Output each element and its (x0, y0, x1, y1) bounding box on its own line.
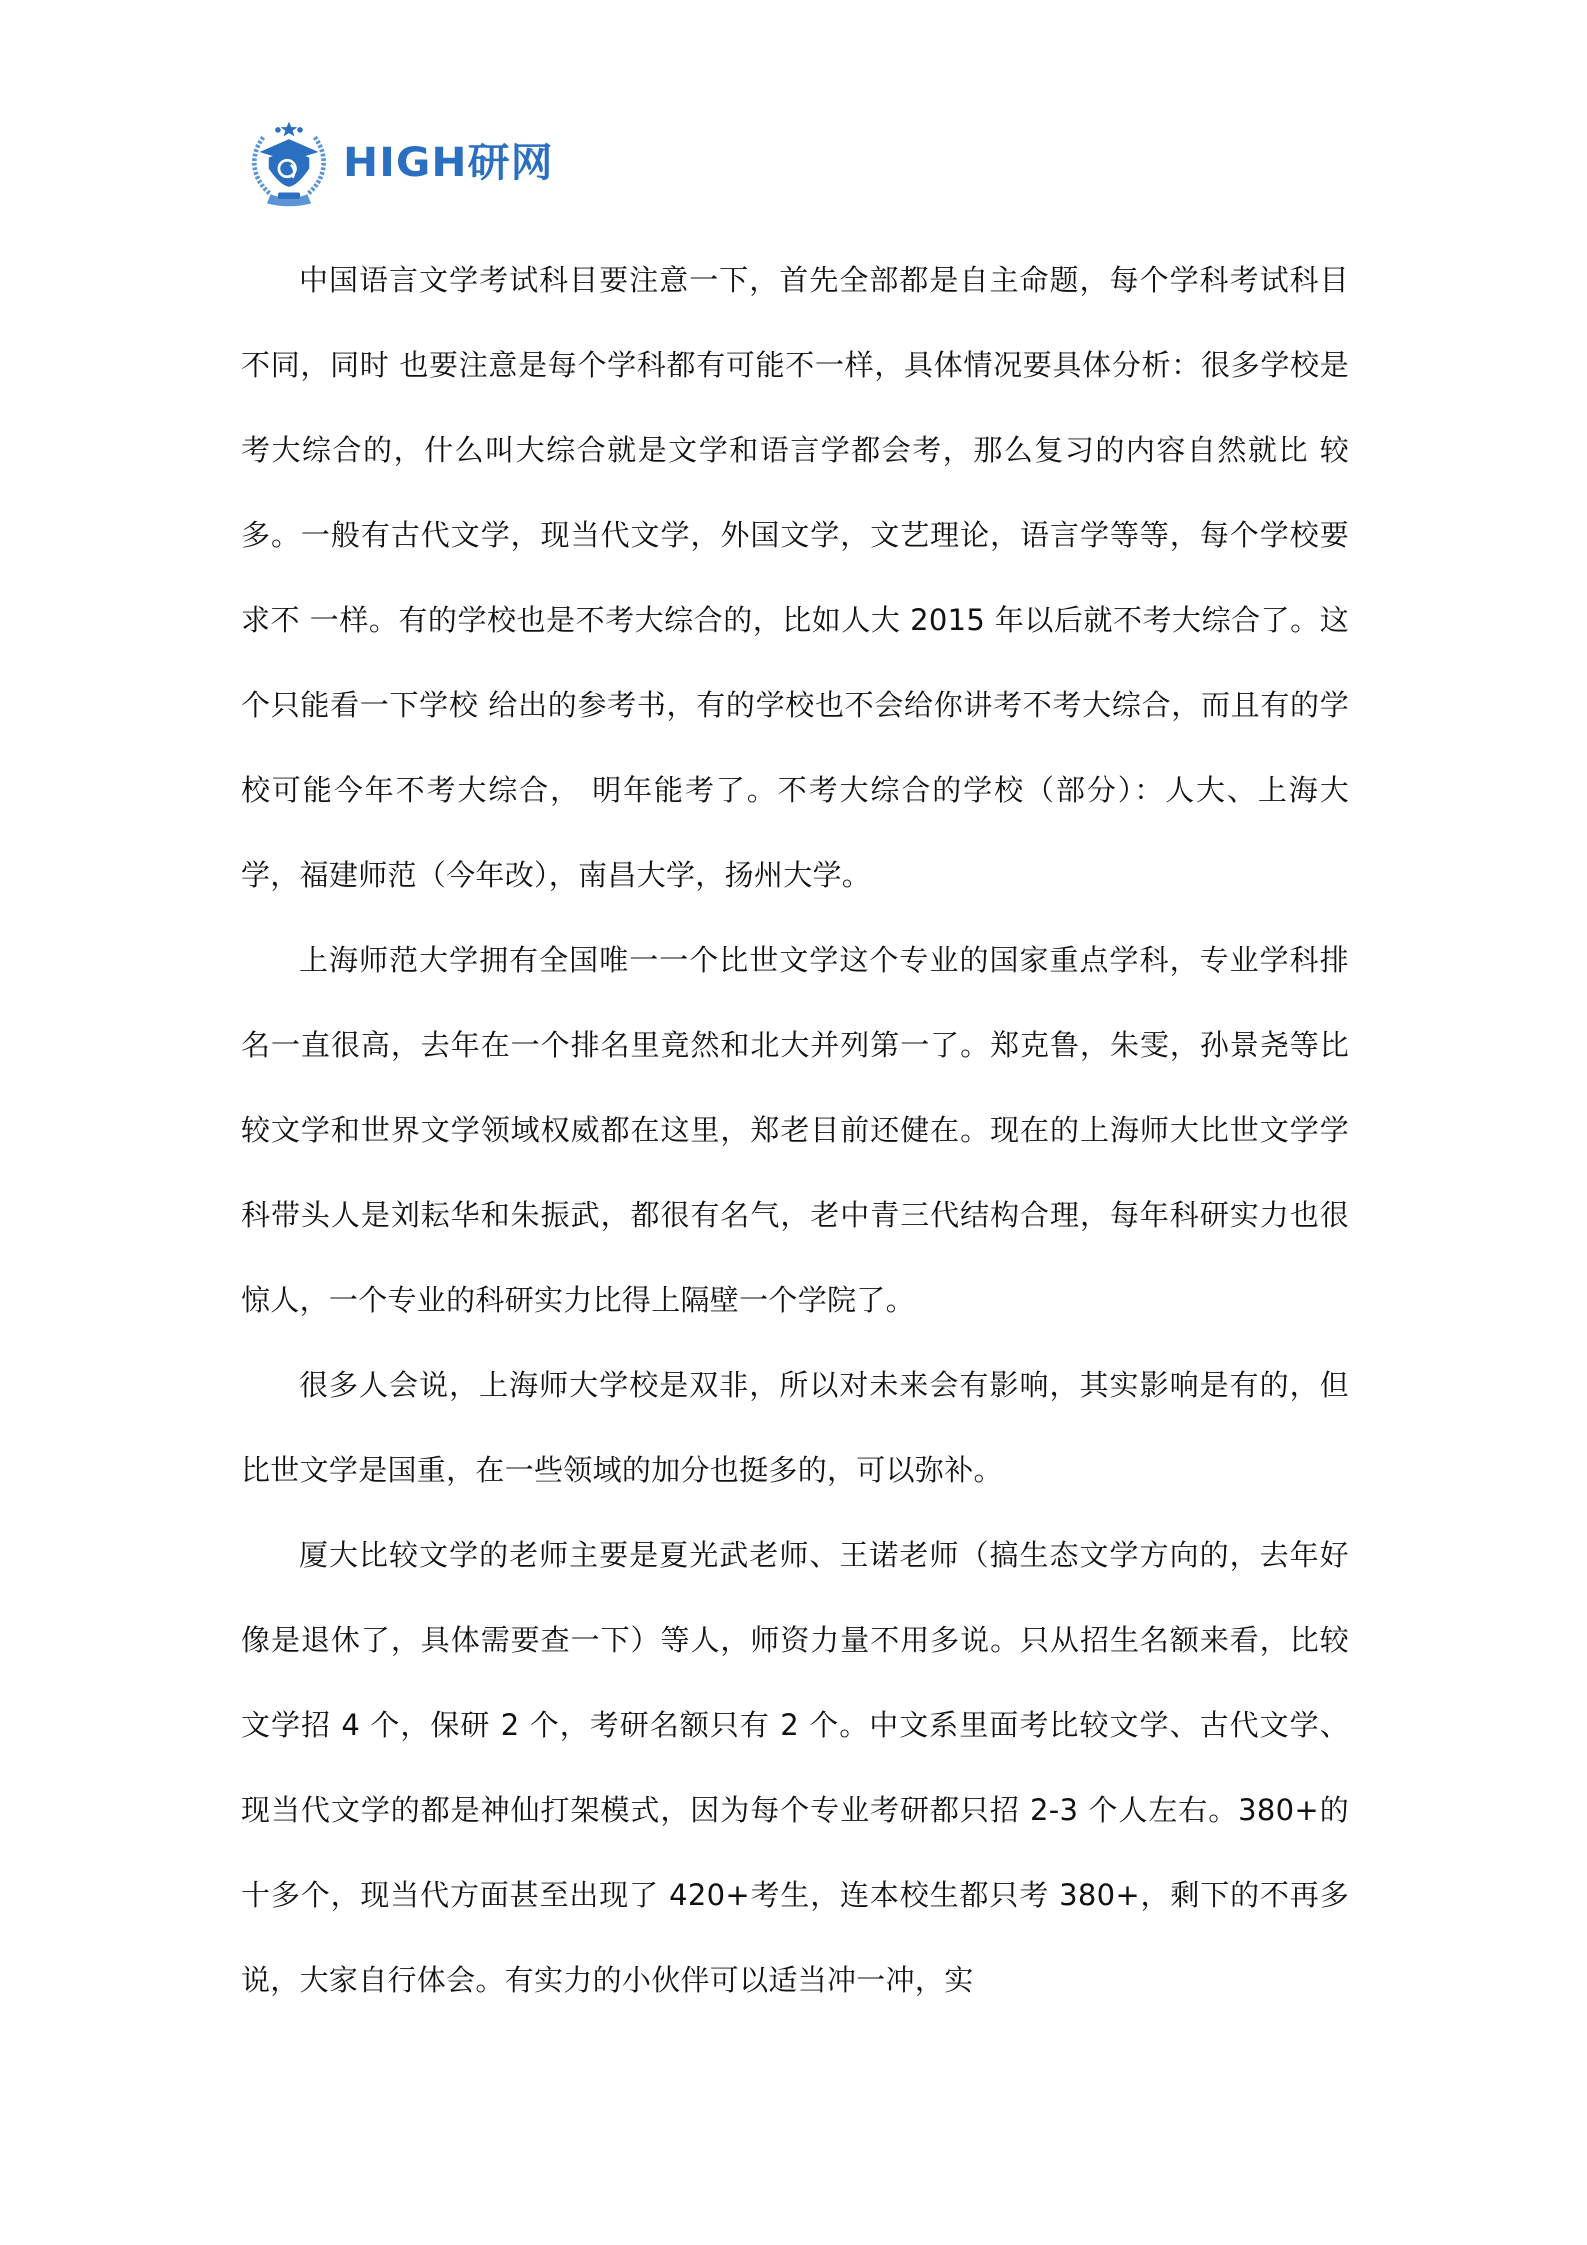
paragraph-double-non: 很多人会说，上海师大学校是双非，所以对未来会有影响，其实影响是有的，但比世文学是国重，在一些领域的加分也挺多的，可以弥补。 (241, 1368, 1349, 1487)
paragraph-xiamen: 厦大比较文学的老师主要是夏光武老师、王诺老师（搞生态文学方向的，去年好像是退休了，具体需要查一下）等人，师资力量不用多说。只从招生名额来看，比较文学招 4 个，保研 2 个，考研名额只有 2 个。中文系里面考比较文学、古代文学、现当代文学的都是神仙打架模式，因为每个专业考研都只招 2-3 个人左右。380+的十多个，现当代方面甚至出现了 420+考生，连本校生都只考 380+，剩下的不再多说，大家自行体会。有实力的小伙伴可以适当冲一冲，实 (241, 1538, 1349, 1997)
logo-wordmark: HIGH研网 (343, 140, 554, 186)
paragraph-shanghai-normal: 上海师范大学拥有全国唯一一个比世文学这个专业的国家重点学科，专业学科排名一直很高，去年在一个排名里竟然和北大并列第一了。郑克鲁，朱雯，孙景尧等比较文学和世界文学领域权威都在这里，郑老目前还健在。现在的上海师大比世文学学科带头人是刘耘华和朱振武，都很有名气，老中青三代结构合理，每年科研实力也很惊人，一个专业的科研实力比得上隔壁一个学院了。 (241, 943, 1349, 1317)
site-logo (243, 118, 554, 208)
document-body (241, 238, 1349, 2023)
graduation-cap-emblem-icon (243, 117, 335, 209)
paragraph-exam-subjects: 中国语言文学考试科目要注意一下，首先全部都是自主命题，每个学科考试科目不同，同时 也要注意是每个学科都有可能不一样，具体情况要具体分析：很多学校是考大综合的，什么叫大综合就是文学和语言学都会考，那么复习的内容自然就比 较多。一般有古代文学，现当代文学，外国文学，文艺理论，语言学等等，每个学校要求不 一样。有的学校也是不考大综合的，比如人大 2015 年以后就不考大综合了。这个只能看一下学校 给出的参考书，有的学校也不会给你讲考不考大综合，而且有的学校可能今年不考大综合， 明年能考了。不考大综合的学校（部分）：人大、上海大学，福建师范（今年改），南昌大学，扬州大学。 (241, 263, 1349, 892)
